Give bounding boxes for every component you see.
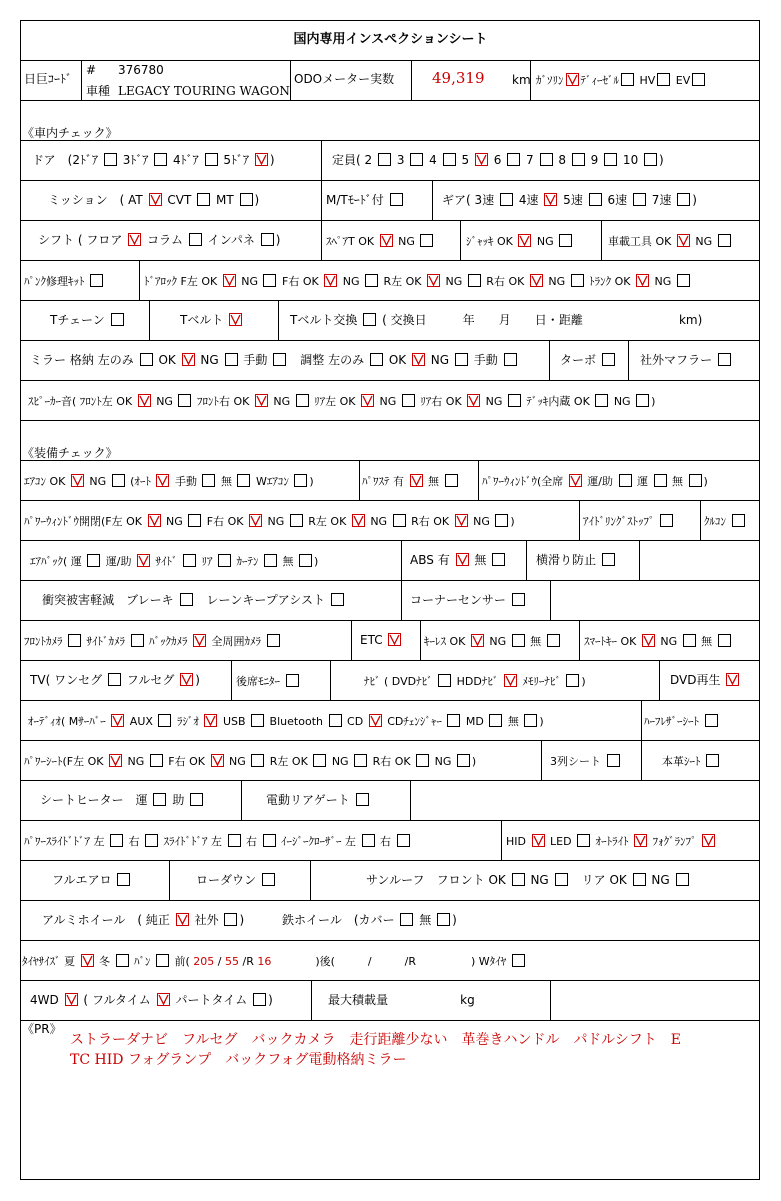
checked-checkbox[interactable] xyxy=(180,673,193,686)
page-title: 国内専用インスペクションシート xyxy=(293,32,488,47)
checked-checkbox[interactable] xyxy=(702,834,715,847)
unchecked-checkbox[interactable] xyxy=(393,514,406,527)
unchecked-checkbox[interactable] xyxy=(251,714,264,727)
checked-checkbox[interactable] xyxy=(427,274,440,287)
checked-checkbox[interactable] xyxy=(475,153,488,166)
unchecked-checkbox[interactable] xyxy=(112,474,125,487)
unchecked-checkbox[interactable] xyxy=(68,634,81,647)
unchecked-checkbox[interactable] xyxy=(443,153,456,166)
half-leather-field: ﾊｰﾌﾚｻｰｼｰﾄ xyxy=(644,714,720,729)
model-name: LEGACY TOURING WAGON xyxy=(118,84,290,98)
unchecked-checkbox[interactable] xyxy=(512,873,525,886)
abs-field: ABS 有 無 xyxy=(410,553,507,568)
alloy-wheel-field: アルミホイール ( 純正 社外 ) xyxy=(42,913,245,927)
corner-sensor-field: コーナーセンサー xyxy=(410,593,527,608)
checked-checkbox[interactable] xyxy=(352,514,365,527)
unchecked-checkbox[interactable] xyxy=(644,153,657,166)
checked-checkbox[interactable] xyxy=(255,153,268,166)
unchecked-checkbox[interactable] xyxy=(512,954,525,967)
unchecked-checkbox[interactable] xyxy=(263,274,276,287)
unchecked-checkbox[interactable] xyxy=(457,754,470,767)
checked-checkbox[interactable] xyxy=(182,353,195,366)
checked-checkbox[interactable] xyxy=(455,514,468,527)
unchecked-checkbox[interactable] xyxy=(718,634,731,647)
unchecked-checkbox[interactable] xyxy=(262,873,275,886)
aircon-field: ｴｱｺﾝ OK NG (ｵｰﾄ 手動 無 Wｴｱｺﾝ ) xyxy=(24,475,314,488)
smart-key-field: ｽﾏｰﾄｷｰ OK NG 無 xyxy=(584,634,733,649)
unchecked-checkbox[interactable] xyxy=(718,353,731,366)
camera-field: ﾌﾛﾝﾄｶﾒﾗ ｻｲﾄｶﾒﾗ ﾊｯｸｶﾒﾗ 全周囲ｶﾒﾗ xyxy=(24,634,282,649)
unchecked-checkbox[interactable] xyxy=(290,514,303,527)
third-row-field: 3列シート xyxy=(550,754,622,769)
slide-door-field: ﾊﾜｰｽﾗｲﾄﾄｱ 左 右 ｽﾗｲﾄﾄｱ 左 右 ｲｰｼｰｸﾛｰｻｰ 左 右 xyxy=(24,834,412,849)
unchecked-checkbox[interactable] xyxy=(507,153,520,166)
unchecked-checkbox[interactable] xyxy=(370,353,383,366)
unchecked-checkbox[interactable] xyxy=(197,193,210,206)
checked-checkbox[interactable] xyxy=(634,834,647,847)
fuel-hv-label: HV xyxy=(639,74,656,87)
unchecked-checkbox[interactable] xyxy=(500,193,513,206)
unchecked-checkbox[interactable] xyxy=(397,834,410,847)
gear-field: ギア( 3速 4速 5速 6速 7速 ) xyxy=(442,193,697,207)
skid-field: 横滑り防止 xyxy=(536,553,617,568)
unchecked-checkbox[interactable] xyxy=(189,233,202,246)
puncture-kit-field: ﾊﾝｸ修理ｷｯﾄ xyxy=(24,274,105,289)
unchecked-checkbox[interactable] xyxy=(158,714,171,727)
unchecked-checkbox[interactable] xyxy=(183,554,196,567)
mt-mode-field: M/Tﾓｰﾄ付 xyxy=(326,193,405,208)
unchecked-checkbox[interactable] xyxy=(445,474,458,487)
lights-field: HID LED ｵｰﾄﾗｲﾄ ﾌｫｸﾗﾝﾌ xyxy=(506,834,717,849)
checked-checkbox[interactable] xyxy=(569,474,582,487)
unchecked-checkbox[interactable] xyxy=(156,954,169,967)
checked-checkbox[interactable] xyxy=(137,554,150,567)
unchecked-checkbox[interactable] xyxy=(677,274,690,287)
unchecked-checkbox[interactable] xyxy=(706,754,719,767)
unchecked-checkbox[interactable] xyxy=(468,274,481,287)
unchecked-checkbox[interactable] xyxy=(410,153,423,166)
odo-label: ODOメーター実数 xyxy=(294,72,395,86)
leather-field: 本革ｼｰﾄ xyxy=(662,754,721,769)
pr-line-2: TC HID フォグランプ バックフォグ電動格納ミラー xyxy=(70,1052,407,1068)
unchecked-checkbox[interactable] xyxy=(555,873,568,886)
unchecked-checkbox[interactable] xyxy=(267,634,280,647)
unchecked-checkbox[interactable] xyxy=(251,754,264,767)
stock-number: 376780 xyxy=(118,63,164,77)
unchecked-checkbox[interactable] xyxy=(117,873,130,886)
fuel-gasoline-checkbox[interactable] xyxy=(566,73,579,86)
unchecked-checkbox[interactable] xyxy=(145,834,158,847)
unchecked-checkbox[interactable] xyxy=(116,954,129,967)
unchecked-checkbox[interactable] xyxy=(202,474,215,487)
steel-wheel-field: 鉄ホイール (カバー 無 ) xyxy=(282,913,457,927)
unchecked-checkbox[interactable] xyxy=(660,514,673,527)
fuel-diesel-label: ﾃﾞｨｰｾﾞﾙ xyxy=(580,74,619,87)
section-equipment: 《装備チェック》 xyxy=(22,446,118,460)
spare-field: ｽﾍｱT OK NG xyxy=(326,234,435,249)
unchecked-checkbox[interactable] xyxy=(559,234,572,247)
fuel-diesel-checkbox[interactable] xyxy=(621,73,634,86)
unchecked-checkbox[interactable] xyxy=(362,834,375,847)
unchecked-checkbox[interactable] xyxy=(566,674,579,687)
seat-heater-field: シートヒーター 運 助 xyxy=(40,793,205,808)
unchecked-checkbox[interactable] xyxy=(263,834,276,847)
checked-checkbox[interactable] xyxy=(410,474,423,487)
checked-checkbox[interactable] xyxy=(193,634,206,647)
checked-checkbox[interactable] xyxy=(255,394,268,407)
mission-field: ミッション ( AT CVT MT ) xyxy=(48,193,260,207)
power-seat-field: ﾊﾜｰｼｰﾄ(F左 OK NG F右 OK NG R左 OK NG R右 OK NG ) xyxy=(24,755,477,768)
unchecked-checkbox[interactable] xyxy=(683,634,696,647)
checked-checkbox[interactable] xyxy=(467,394,480,407)
fuel-gasoline-label: ｶﾞｿﾘﾝ xyxy=(536,74,564,87)
unchecked-checkbox[interactable] xyxy=(329,714,342,727)
code-label: 日巨ｺｰﾄﾞ xyxy=(24,72,73,86)
unchecked-checkbox[interactable] xyxy=(595,394,608,407)
unchecked-checkbox[interactable] xyxy=(633,873,646,886)
unchecked-checkbox[interactable] xyxy=(416,754,429,767)
checked-checkbox[interactable] xyxy=(380,234,393,247)
unchecked-checkbox[interactable] xyxy=(677,193,690,206)
unchecked-checkbox[interactable] xyxy=(225,353,238,366)
unchecked-checkbox[interactable] xyxy=(365,274,378,287)
unchecked-checkbox[interactable] xyxy=(420,234,433,247)
unchecked-checkbox[interactable] xyxy=(108,673,121,686)
fuel-ev-label: EV xyxy=(675,74,691,87)
unchecked-checkbox[interactable] xyxy=(188,514,201,527)
unchecked-checkbox[interactable] xyxy=(689,474,702,487)
no-mark: # xyxy=(86,63,97,77)
mirror-field: ミラー 格納 左のみ OK NG 手動 調整 左のみ OK NG 手動 xyxy=(30,353,519,368)
cruise-field: ｸﾙｺﾝ xyxy=(704,514,747,529)
unchecked-checkbox[interactable] xyxy=(524,714,537,727)
tbelt-field: Tベルト xyxy=(180,313,244,328)
checked-checkbox[interactable] xyxy=(204,714,217,727)
navi-field: ﾅﾋ ( DVDﾅﾋ HDDﾅﾋ ﾒﾓﾘｰﾅﾋ ) xyxy=(364,675,586,688)
sunroof-field: サンルーフ フロント OK NG リア OK NG xyxy=(366,873,691,888)
turbo-field: ターボ xyxy=(560,353,617,368)
unchecked-checkbox[interactable] xyxy=(492,553,505,566)
unchecked-checkbox[interactable] xyxy=(296,394,309,407)
unchecked-checkbox[interactable] xyxy=(299,554,312,567)
unchecked-checkbox[interactable] xyxy=(654,474,667,487)
checked-checkbox[interactable] xyxy=(109,754,122,767)
checked-checkbox[interactable] xyxy=(677,234,690,247)
unchecked-checkbox[interactable] xyxy=(154,153,167,166)
checked-checkbox[interactable] xyxy=(726,673,739,686)
shift-field: シフト ( フロア コラム インパネ ) xyxy=(38,233,281,247)
checked-checkbox[interactable] xyxy=(71,474,84,487)
unchecked-checkbox[interactable] xyxy=(261,233,274,246)
checked-checkbox[interactable] xyxy=(642,634,655,647)
checked-checkbox[interactable] xyxy=(544,193,557,206)
airbag-field: ｴｱﾊｯｸ( 運 運/助 ｻｲﾄ ﾘｱ ｶｰﾃﾝ 無 ) xyxy=(30,555,319,568)
checked-checkbox[interactable] xyxy=(81,954,94,967)
unchecked-checkbox[interactable] xyxy=(705,714,718,727)
unchecked-checkbox[interactable] xyxy=(140,353,153,366)
idling-stop-field: ｱｲﾄﾘﾝｸｽﾄｯﾌ xyxy=(583,514,675,529)
checked-checkbox[interactable] xyxy=(157,993,170,1006)
etc-field: ETC xyxy=(360,633,403,648)
unchecked-checkbox[interactable] xyxy=(286,674,299,687)
unchecked-checkbox[interactable] xyxy=(224,913,237,926)
checked-checkbox[interactable] xyxy=(223,274,236,287)
unchecked-checkbox[interactable] xyxy=(264,554,277,567)
speaker-field: ｽﾋｰｶｰ音( ﾌﾛﾝﾄ左 OK NG ﾌﾛﾝﾄ右 OK NG ﾘｱ左 OK NG ﾘｱ右 OK NG ﾃｯｷ内蔵 OK NG ) xyxy=(28,395,656,408)
unchecked-checkbox[interactable] xyxy=(363,313,376,326)
checked-checkbox[interactable] xyxy=(456,553,469,566)
unchecked-checkbox[interactable] xyxy=(218,554,231,567)
checked-checkbox[interactable] xyxy=(249,514,262,527)
checked-checkbox[interactable] xyxy=(128,233,141,246)
checked-checkbox[interactable] xyxy=(530,274,543,287)
keyless-field: ｷｰﾚｽ OK NG 無 xyxy=(424,634,562,649)
unchecked-checkbox[interactable] xyxy=(547,634,560,647)
unchecked-checkbox[interactable] xyxy=(602,353,615,366)
unchecked-checkbox[interactable] xyxy=(90,274,103,287)
unchecked-checkbox[interactable] xyxy=(571,274,584,287)
unchecked-checkbox[interactable] xyxy=(313,754,326,767)
unchecked-checkbox[interactable] xyxy=(633,193,646,206)
unchecked-checkbox[interactable] xyxy=(110,834,123,847)
fuel-ev-checkbox[interactable] xyxy=(692,73,705,86)
pw-open-field: ﾊﾜｰｳｨﾝﾄｳ開閉(F左 OK NG F右 OK NG R左 OK NG R右 OK NG ) xyxy=(24,515,515,528)
odo-unit: km xyxy=(512,73,531,87)
collision-field: 衝突被害軽減 ブレーキ レーンキープアシスト xyxy=(42,593,346,608)
capacity-field: 定員( 2 3 4 5 6 7 8 9 10 ) xyxy=(332,153,664,167)
door-lock-field: ﾄｱﾛｯｸ F左 OK NG F右 OK NG R左 OK NG R右 OK NG ﾄﾗﾝｸ OK NG xyxy=(144,274,692,289)
checked-checkbox[interactable] xyxy=(211,754,224,767)
tchain-field: Tチェーン xyxy=(50,313,126,328)
tools-field: 車載工具 OK NG xyxy=(608,234,733,249)
odo-value: 49,319 xyxy=(432,69,485,87)
tbelt-change-field: Tベルト交換 ( 交換日 年 月 日・距離 km) xyxy=(290,313,703,327)
jack-field: ｼｬｯｷ OK NG xyxy=(466,234,574,249)
unchecked-checkbox[interactable] xyxy=(604,153,617,166)
checked-checkbox[interactable] xyxy=(518,234,531,247)
unchecked-checkbox[interactable] xyxy=(572,153,585,166)
model-label: 車種 xyxy=(86,84,111,98)
power-window-field: ﾊﾜｰｳｨﾝﾄｳ(全席 運/助 運 無 ) xyxy=(482,475,708,488)
checked-checkbox[interactable] xyxy=(111,714,124,727)
tire-size-field: ﾀｲﾔｻｲｽﾞ 夏 冬 ﾊﾞﾝ 前( 205 / 55 /R 16 )後( / /R ) Wﾀｲﾔ xyxy=(22,954,527,969)
fuel-hv-checkbox[interactable] xyxy=(657,73,670,86)
checked-checkbox[interactable] xyxy=(504,674,517,687)
checked-checkbox[interactable] xyxy=(361,394,374,407)
unchecked-checkbox[interactable] xyxy=(438,674,451,687)
unchecked-checkbox[interactable] xyxy=(190,793,203,806)
unchecked-checkbox[interactable] xyxy=(87,554,100,567)
four-wd-field: 4WD ( フルタイム パートタイム ) xyxy=(30,993,273,1007)
liftgate-field: 電動リアゲート xyxy=(266,793,371,808)
tv-field: TV( ワンセグ フルセグ ) xyxy=(30,673,200,687)
unchecked-checkbox[interactable] xyxy=(104,153,117,166)
unchecked-checkbox[interactable] xyxy=(619,474,632,487)
checked-checkbox[interactable] xyxy=(65,993,78,1006)
unchecked-checkbox[interactable] xyxy=(150,754,163,767)
unchecked-checkbox[interactable] xyxy=(718,234,731,247)
section-interior: 《車内チェック》 xyxy=(22,126,118,140)
unchecked-checkbox[interactable] xyxy=(676,873,689,886)
unchecked-checkbox[interactable] xyxy=(111,313,124,326)
checked-checkbox[interactable] xyxy=(156,474,169,487)
checked-checkbox[interactable] xyxy=(532,834,545,847)
fuel-options xyxy=(536,73,707,88)
unchecked-checkbox[interactable] xyxy=(602,553,615,566)
checked-checkbox[interactable] xyxy=(229,313,242,326)
unchecked-checkbox[interactable] xyxy=(178,394,191,407)
pr-label: 《PR》 xyxy=(22,1022,62,1036)
unchecked-checkbox[interactable] xyxy=(504,353,517,366)
rear-monitor-field: 後席ﾓﾆﾀｰ xyxy=(236,674,301,689)
unchecked-checkbox[interactable] xyxy=(378,153,391,166)
unchecked-checkbox[interactable] xyxy=(253,993,266,1006)
unchecked-checkbox[interactable] xyxy=(356,793,369,806)
checked-checkbox[interactable] xyxy=(412,353,425,366)
unchecked-checkbox[interactable] xyxy=(636,394,649,407)
muffler-field: 社外マフラー xyxy=(640,353,733,368)
checked-checkbox[interactable] xyxy=(148,514,161,527)
checked-checkbox[interactable] xyxy=(149,193,162,206)
unchecked-checkbox[interactable] xyxy=(131,634,144,647)
dvd-field: DVD再生 xyxy=(670,673,741,688)
checked-checkbox[interactable] xyxy=(471,634,484,647)
unchecked-checkbox[interactable] xyxy=(294,474,307,487)
checked-checkbox[interactable] xyxy=(388,633,401,646)
unchecked-checkbox[interactable] xyxy=(205,153,218,166)
checked-checkbox[interactable] xyxy=(369,714,382,727)
checked-checkbox[interactable] xyxy=(176,913,189,926)
lowdown-field: ローダウン xyxy=(196,873,277,888)
unchecked-checkbox[interactable] xyxy=(489,714,502,727)
unchecked-checkbox[interactable] xyxy=(240,193,253,206)
power-steering-field: ﾊﾜｽﾃ 有 無 xyxy=(362,474,460,489)
unchecked-checkbox[interactable] xyxy=(273,353,286,366)
unchecked-checkbox[interactable] xyxy=(512,593,525,606)
pr-line-1: ストラーダナビ フルセグ バックカメラ 走行距離少ない 革巻きハンドル パドルシフト E xyxy=(70,1032,682,1048)
checked-checkbox[interactable] xyxy=(324,274,337,287)
audio-field: ｵｰﾃｨｵ( Mｻｰﾊｰ AUX ﾗｼｵ USB Bluetooth CD CDﾁｪﾝｼｬｰ MD 無 ) xyxy=(28,715,544,728)
unchecked-checkbox[interactable] xyxy=(390,193,403,206)
unchecked-checkbox[interactable] xyxy=(331,593,344,606)
checked-checkbox[interactable] xyxy=(636,274,649,287)
unchecked-checkbox[interactable] xyxy=(180,593,193,606)
unchecked-checkbox[interactable] xyxy=(512,634,525,647)
max-load-field: 最大積載量 kg xyxy=(328,993,475,1007)
unchecked-checkbox[interactable] xyxy=(437,913,450,926)
unchecked-checkbox[interactable] xyxy=(607,754,620,767)
unchecked-checkbox[interactable] xyxy=(455,353,468,366)
door-field: ドア (2ﾄｱ 3ﾄｱ 4ﾄｱ 5ﾄｱ ) xyxy=(32,153,275,167)
unchecked-checkbox[interactable] xyxy=(732,514,745,527)
checked-checkbox[interactable] xyxy=(138,394,151,407)
unchecked-checkbox[interactable] xyxy=(228,834,241,847)
unchecked-checkbox[interactable] xyxy=(354,754,367,767)
unchecked-checkbox[interactable] xyxy=(237,474,250,487)
unchecked-checkbox[interactable] xyxy=(402,394,415,407)
unchecked-checkbox[interactable] xyxy=(400,913,413,926)
unchecked-checkbox[interactable] xyxy=(540,153,553,166)
unchecked-checkbox[interactable] xyxy=(495,514,508,527)
unchecked-checkbox[interactable] xyxy=(508,394,521,407)
unchecked-checkbox[interactable] xyxy=(577,834,590,847)
full-aero-field: フルエアロ xyxy=(52,873,132,888)
unchecked-checkbox[interactable] xyxy=(447,714,460,727)
unchecked-checkbox[interactable] xyxy=(589,193,602,206)
unchecked-checkbox[interactable] xyxy=(153,793,166,806)
